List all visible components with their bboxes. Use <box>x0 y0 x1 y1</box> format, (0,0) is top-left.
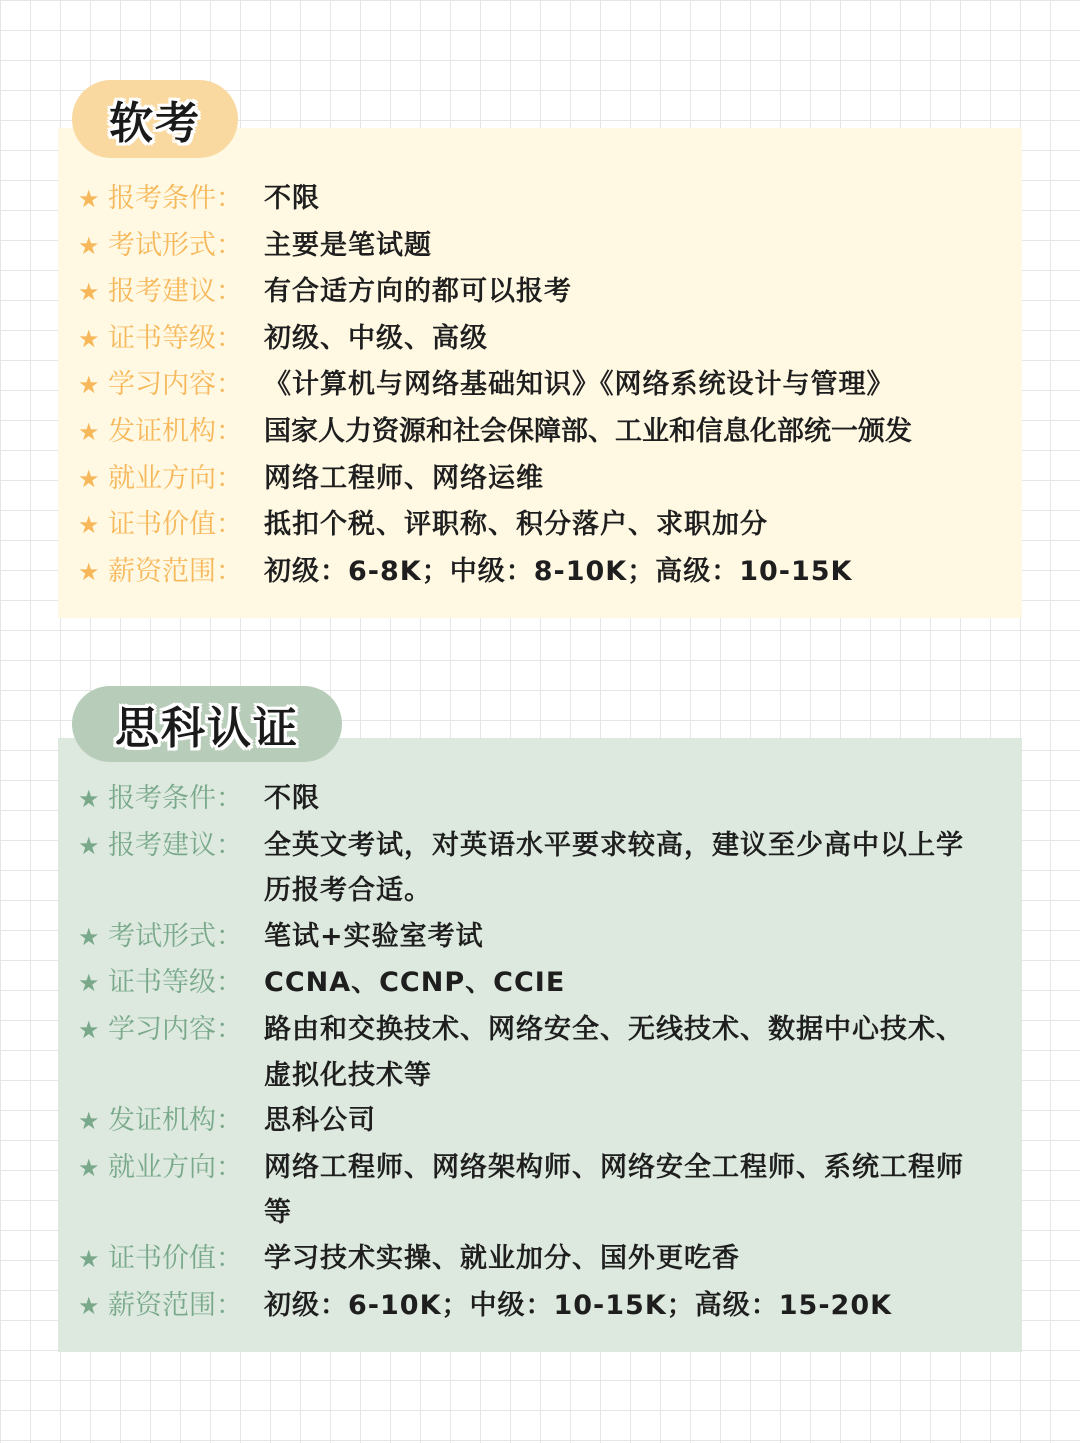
item-label: 发证机构： <box>108 1105 243 1137</box>
item-value: 初级：6-10K；中级：10-15K；高级：15-20K <box>264 1289 893 1321</box>
item-label: 证书价值： <box>108 1242 243 1274</box>
item-label: 报考条件： <box>108 783 243 814</box>
item-value: 抵扣个税、评职称、积分落户、求职加分 <box>264 509 768 541</box>
item-label: 报考建议： <box>108 276 243 308</box>
list-item <box>78 1145 1038 1236</box>
ruankao-title: 软考 <box>72 80 238 158</box>
list-item <box>78 223 1038 270</box>
list-item <box>78 1098 1038 1145</box>
item-label: 薪资范围： <box>108 1289 243 1321</box>
star-icon: ★ <box>78 1244 100 1273</box>
list-item <box>78 914 1038 961</box>
item-value: CCNA、CCNP、CCIE <box>264 967 566 999</box>
list-item <box>78 1007 1038 1098</box>
list-item <box>78 409 1038 456</box>
star-icon: ★ <box>78 922 100 951</box>
star-icon: ★ <box>78 511 100 540</box>
list-item <box>78 316 1038 363</box>
star-icon: ★ <box>78 1107 100 1136</box>
list-item <box>78 776 1038 823</box>
list-item <box>78 456 1038 503</box>
item-label: 报考条件： <box>108 183 243 214</box>
item-label: 证书价值： <box>108 509 243 541</box>
item-label: 就业方向： <box>108 1151 243 1183</box>
item-label: 学习内容： <box>108 1013 243 1045</box>
item-value: 《计算机与网络基础知识》《网络系统设计与管理》 <box>264 369 895 401</box>
item-value: 学习技术实操、就业加分、国外更吃香 <box>264 1242 740 1274</box>
star-icon: ★ <box>78 969 100 998</box>
item-value: 路由和交换技术、网络安全、无线技术、数据中心技术、虚拟化技术等 <box>264 1013 964 1091</box>
item-value: 思科公司 <box>264 1105 376 1137</box>
star-icon: ★ <box>78 1015 100 1044</box>
item-value: 国家人力资源和社会保障部、工业和信息化部统一颁发 <box>264 415 912 447</box>
list-item <box>78 502 1038 549</box>
item-label: 证书等级： <box>108 967 243 999</box>
item-label: 考试形式： <box>108 229 243 261</box>
star-icon: ★ <box>78 324 100 353</box>
item-label: 发证机构： <box>108 415 243 447</box>
star-icon: ★ <box>78 278 100 307</box>
list-item <box>78 1283 1038 1330</box>
star-icon: ★ <box>78 831 100 860</box>
star-icon: ★ <box>78 1291 100 1320</box>
item-value: 不限 <box>264 783 320 814</box>
list-item <box>78 823 1038 914</box>
star-icon: ★ <box>78 231 100 260</box>
item-label: 考试形式： <box>108 920 243 952</box>
item-value: 主要是笔试题 <box>264 229 432 261</box>
cisco-title: 思科认证 <box>72 686 342 762</box>
cisco-list <box>78 776 1038 1329</box>
list-item <box>78 1236 1038 1283</box>
star-icon: ★ <box>78 557 100 586</box>
star-icon: ★ <box>78 417 100 446</box>
item-value: 笔试+实验室考试 <box>264 920 484 952</box>
list-item <box>78 269 1038 316</box>
list-item <box>78 176 1038 223</box>
item-value: 初级、中级、高级 <box>264 322 488 354</box>
item-label: 薪资范围： <box>108 555 243 587</box>
star-icon: ★ <box>78 1153 100 1182</box>
item-label: 学习内容： <box>108 369 243 401</box>
list-item <box>78 549 1038 596</box>
star-icon: ★ <box>78 464 100 493</box>
item-value: 不限 <box>264 183 320 214</box>
item-label: 就业方向： <box>108 462 243 494</box>
list-item <box>78 362 1038 409</box>
star-icon: ★ <box>78 371 100 400</box>
item-label: 证书等级： <box>108 322 243 354</box>
item-value: 有合适方向的都可以报考 <box>264 276 572 308</box>
item-value: 网络工程师、网络运维 <box>264 462 544 494</box>
star-icon: ★ <box>78 785 100 813</box>
item-value: 全英文考试，对英语水平要求较高，建议至少高中以上学历报考合适。 <box>264 829 964 907</box>
item-value: 初级：6-8K；中级：8-10K；高级：10-15K <box>264 555 853 587</box>
star-icon: ★ <box>78 185 100 213</box>
item-label: 报考建议： <box>108 829 243 861</box>
ruankao-list <box>78 176 1038 595</box>
item-value: 网络工程师、网络架构师、网络安全工程师、系统工程师等 <box>264 1151 964 1229</box>
list-item <box>78 960 1038 1007</box>
